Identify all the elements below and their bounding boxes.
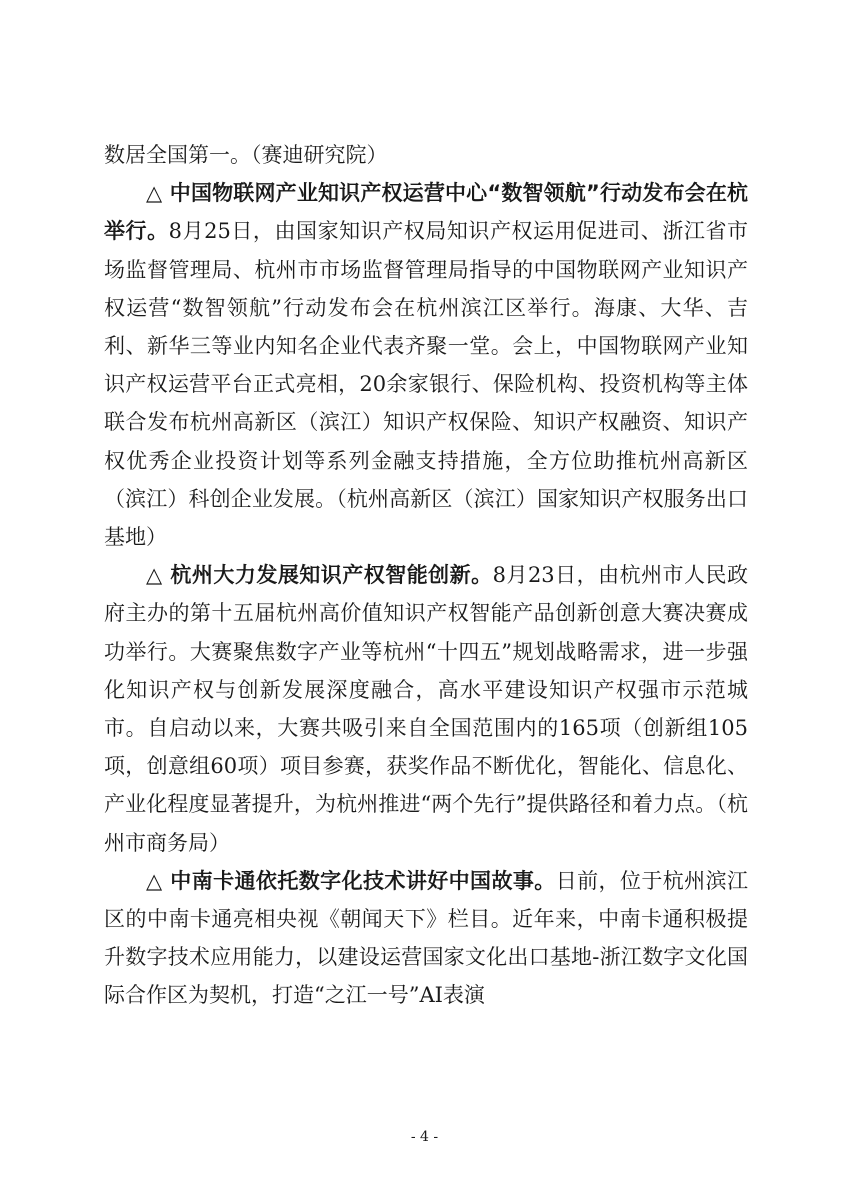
paragraph-body: 日前，位于杭州滨江区的中南卡通亮相央视《朝闻天下》栏目。近年来，中南卡通积极提升数字技术应用能力，以建设运营国家文化出口基地-浙江数字文化国际合作区为契机，打造“之江一号”AI表演	[104, 868, 748, 1008]
paragraph-headline: △ 中南卡通依托数字化技术讲好中国故事。	[146, 868, 556, 893]
paragraph-iot-ip-center	[104, 174, 748, 556]
paragraph-body: 数居全国第一。（赛迪研究院）	[104, 143, 388, 167]
paragraph-hangzhou-ip-innovation	[104, 556, 748, 862]
paragraph-body: 8月25日，由国家知识产权局知识产权运用促进司、浙江省市场监督管理局、杭州市市场监督管理局指导的中国物联网产业知识产权运营“数智领航”行动发布会在杭州滨江区举行。海康、大华、吉利、新华三等业内知名企业代表齐聚一堂。会上，中国物联网产业知识产权运营平台正式亮相，20余家银行、保险机构、投资机构等主体联合发布杭州高新区（滨江）知识产权保险、知识产权融资、知识产权优秀企业投资计划等系列金融支持措施，全方位助推杭州高新区（滨江）科创企业发展。（杭州高新区（滨江）国家知识产权服务出口基地）	[104, 219, 748, 550]
paragraph-zhongnan-cartoon	[104, 862, 748, 1015]
paragraph-headline: △ 中国物联网产业知识产权运营中心“数智领航”行动发布会在杭举行。	[104, 181, 748, 244]
paragraph-body: 8月23日，由杭州市人民政府主办的第十五届杭州高价值知识产权智能产品创新创意大赛决赛成功举行。大赛聚焦数字产业等杭州“十四五”规划战略需求，进一步强化知识产权与创新发展深度融合，高水平建设知识产权强市示范城市。自启动以来，大赛共吸引来自全国范围内的165项（创新组105项，创意组60项）项目参赛，获奖作品不断优化，智能化、信息化、产业化程度显著提升，为杭州推进“两个先行”提供路径和着力点。（杭州市商务局）	[104, 563, 748, 855]
page-number: - 4 -	[410, 1129, 439, 1145]
paragraph-continuation	[104, 136, 748, 174]
paragraph-headline: △ 杭州大力发展知识产权智能创新。	[146, 563, 493, 588]
document-body	[104, 136, 748, 1015]
